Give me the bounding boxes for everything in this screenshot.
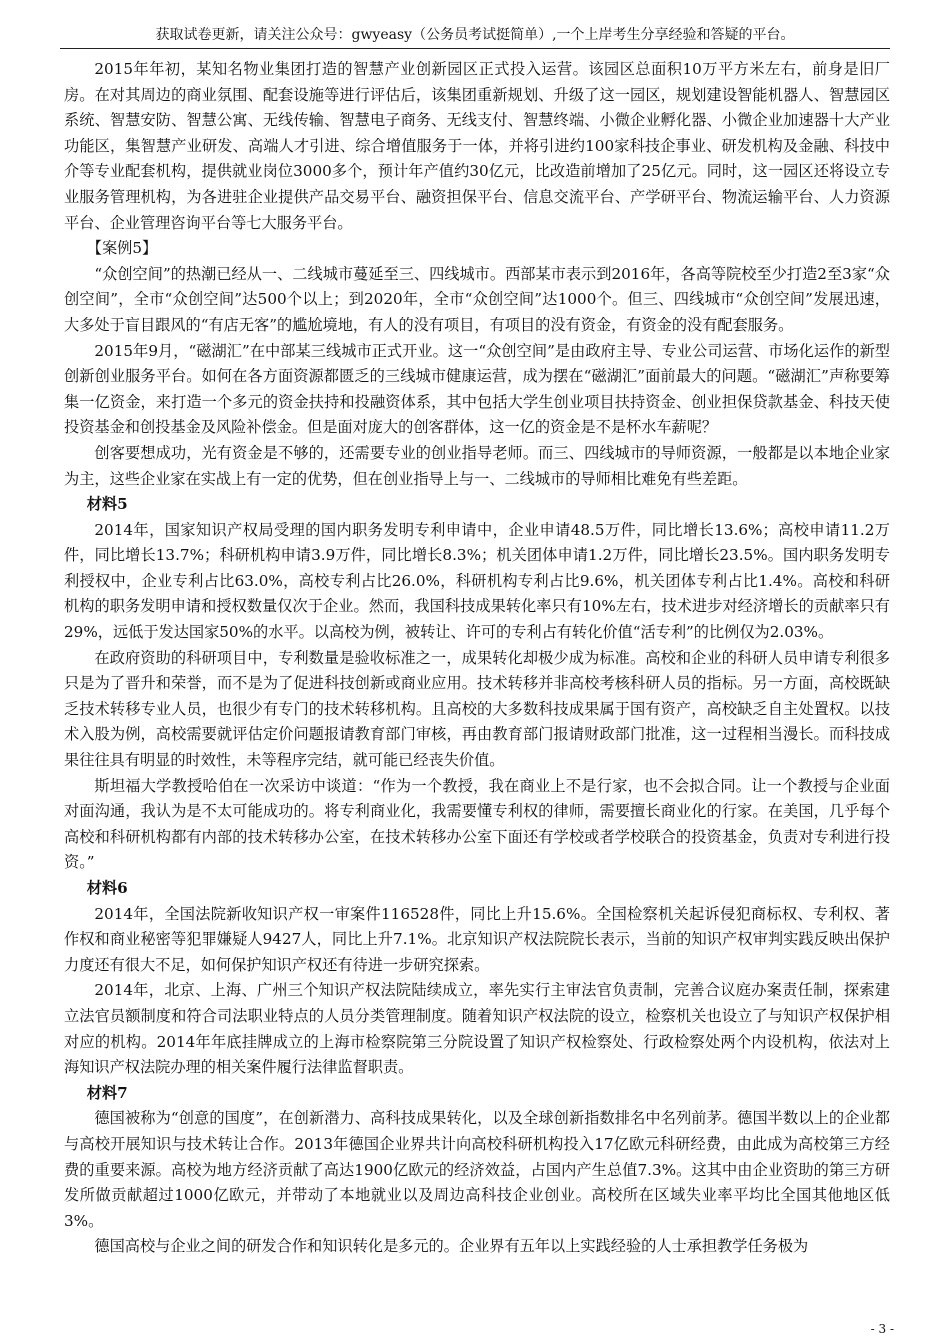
- page-header: 获取试卷更新，请关注公众号：gwyeasy（公务员考试挺简单）,一个上岸考生分享经验和答疑的平台。: [155, 27, 795, 43]
- body-paragraph: “众创空间”的热潮已经从一、二线城市蔓延至三、四线城市。西部某市表示到2016年，各高等院校至少打造2至3家“众创空间”，全市“众创空间”达500个以上；到2020年，全市“众创空间”达1000个。但三、四线城市“众创空间”发展迅速，大多处于盲目跟风的“有店无客”的尴尬境地，有人的没有项目，有项目的没有资金，有资金的没有配套服务。: [64, 264, 890, 334]
- body-paragraph: 德国被称为“创意的国度”，在创新潜力、高科技成果转化，以及全球创新指数排名中名列前茅。德国半数以上的企业都与高校开展知识与技术转让合作。2013年德国企业界共计向高校科研机构投入17亿欧元科研经费，由此成为高校第三方经费的重要来源。高校为地方经济贡献了高达1900亿欧元的经济效益，占国内产生总值7.3%。这其中由企业资助的第三方研发所做贡献超过1000亿欧元，并带动了本地就业以及周边高科技企业创业。高校所在区域失业率平均比全国其他地区低3%。: [64, 1109, 890, 1230]
- section-heading: 材料5: [86, 495, 128, 514]
- section-heading: 材料6: [86, 879, 128, 897]
- body-paragraph: 2015年9月，“磁湖汇”在中部某三线城市正式开业。这一“众创空间”是由政府主导、专业公司运营、市场化运作的新型创新创业服务平台。如何在各方面资源都匮乏的三线城市健康运营，成为摆在“磁湖汇”面前最大的问题。“磁湖汇”声称要筹集一亿资金，来打造一个多元的资金扶持和投融资体系，其中包括大学生创业项目扶持资金、创业担保贷款基金、科技天使投资基金和创投基金及风险补偿金。但是面对庞大的创客群体，这一亿的资金是不是杯水车薪呢？: [64, 341, 890, 437]
- body-paragraph: 斯坦福大学教授哈伯在一次采访中谈道：“作为一个教授，我在商业上不是行家，也不会拟合同。让一个教授与企业面对面沟通，我认为是不太可能成功的。将专利商业化，我需要懂专利权的律师，需要擅长商业化的行家。在美国，几乎每个高校和科研机构都有内部的技术转移办公室，在技术转移办公室下面还有学校或者学校联合的投资基金，负责对专利进行投资。”: [64, 776, 890, 872]
- body-paragraph: 2015年年初，某知名物业集团打造的智慧产业创新园区正式投入运营。该园区总面积10万平方米左右，前身是旧厂房。在对其周边的商业氛围、配套设施等进行评估后，该集团重新规划、升级了这一园区，规划建设智能机器人、智慧园区系统、智慧安防、智慧公寓、无线传输、智慧电子商务、无线支付、智慧终端、小微企业孵化器、小微企业加速器十大产业功能区，集智慧产业研发、高端人才引进、综合增值服务于一体，并将引进约100家科技企事业、研发机构及金融、科技中介等专业配套机构，提供就业岗位3000多个，预计年产值约30亿元，比改造前增加了25亿元。同时，这一园区还将设立专业服务管理机构，为各进驻企业提供产品交易平台、融资担保平台、信息交流平台、产学研平台、物流运输平台、人力资源平台、企业管理咨询平台等七大服务平台。: [64, 60, 890, 232]
- body-paragraph: 2014年，北京、上海、广州三个知识产权法院陆续成立，率先实行主审法官负责制，完善合议庭办案责任制，探索建立法官员额制度和符合司法职业特点的人员分类管理制度。随着知识产权法院的设立，检察机关也设立了与知识产权保护相对应的机构。2014年年底挂牌成立的上海市检察院第三分院设置了知识产权检察处、行政检察处两个内设机构，依法对上海知识产权法院办理的相关案件履行法律监督职责。: [64, 981, 890, 1077]
- document-body: [64, 57, 890, 1260]
- case-heading: 【案例5】: [86, 239, 158, 258]
- body-paragraph: 2014年，全国法院新收知识产权一审案件116528件，同比上升15.6%。全国检察机关起诉侵犯商标权、专利权、著作权和商业秘密等犯罪嫌疑人9427人，同比上升7.1%。北京知识产权法院院长表示，当前的知识产权审判实践反映出保护力度还有很大不足，如何保护知识产权还有待进一步研究探索。: [64, 904, 890, 974]
- body-paragraph: 德国高校与企业之间的研发合作和知识转化是多元的。企业界有五年以上实践经验的人士承担教学任务极为: [94, 1237, 809, 1256]
- body-paragraph: 在政府资助的科研项目中，专利数量是验收标准之一，成果转化却极少成为标准。高校和企业的科研人员申请专利很多只是为了晋升和荣誉，而不是为了促进科技创新或商业应用。技术转移并非高校考核科研人员的指标。另一方面，高校既缺乏技术转移专业人员，也很少有专门的技术转移机构。且高校的大多数科技成果属于国有资产，高校缺乏自主处置权。以技术入股为例，高校需要就评估定价问题报请教育部门审核，再由教育部门报请财政部门批准，这一过程相当漫长。而科技成果往往具有明显的时效性，未等程序完结，就可能已经丧失价值。: [64, 648, 890, 770]
- section-heading: 材料7: [86, 1083, 128, 1102]
- header-divider: [60, 48, 890, 49]
- page-number: - 3 -: [870, 1322, 894, 1336]
- body-paragraph: 创客要想成功，光有资金是不够的，还需要专业的创业指导老师。而三、四线城市的导师资源，一般都是以本地企业家为主，这些企业家在实战上有一定的优势，但在创业指导上与一、二线城市的导师相比难免有些差距。: [64, 443, 890, 488]
- body-paragraph: 2014年，国家知识产权局受理的国内职务发明专利申请中，企业申请48.5万件，同比增长13.6%；高校申请11.2万件，同比增长13.7%；科研机构申请3.9万件，同比增长8.3%；机关团体申请1.2万件，同比增长23.5%。国内职务发明专利授权中，企业专利占比63.0%，高校专利占比26.0%，科研机构专利占比9.6%，机关团体专利占比1.4%。高校和科研机构的职务发明申请和授权数量仅次于企业。然而，我国科技成果转化率只有10%左右，技术进步对经济增长的贡献率只有29%，远低于发达国家50%的水平。以高校为例，被转让、许可的专利占有转化价值“活专利”的比例仅为2.03%。: [64, 520, 890, 642]
